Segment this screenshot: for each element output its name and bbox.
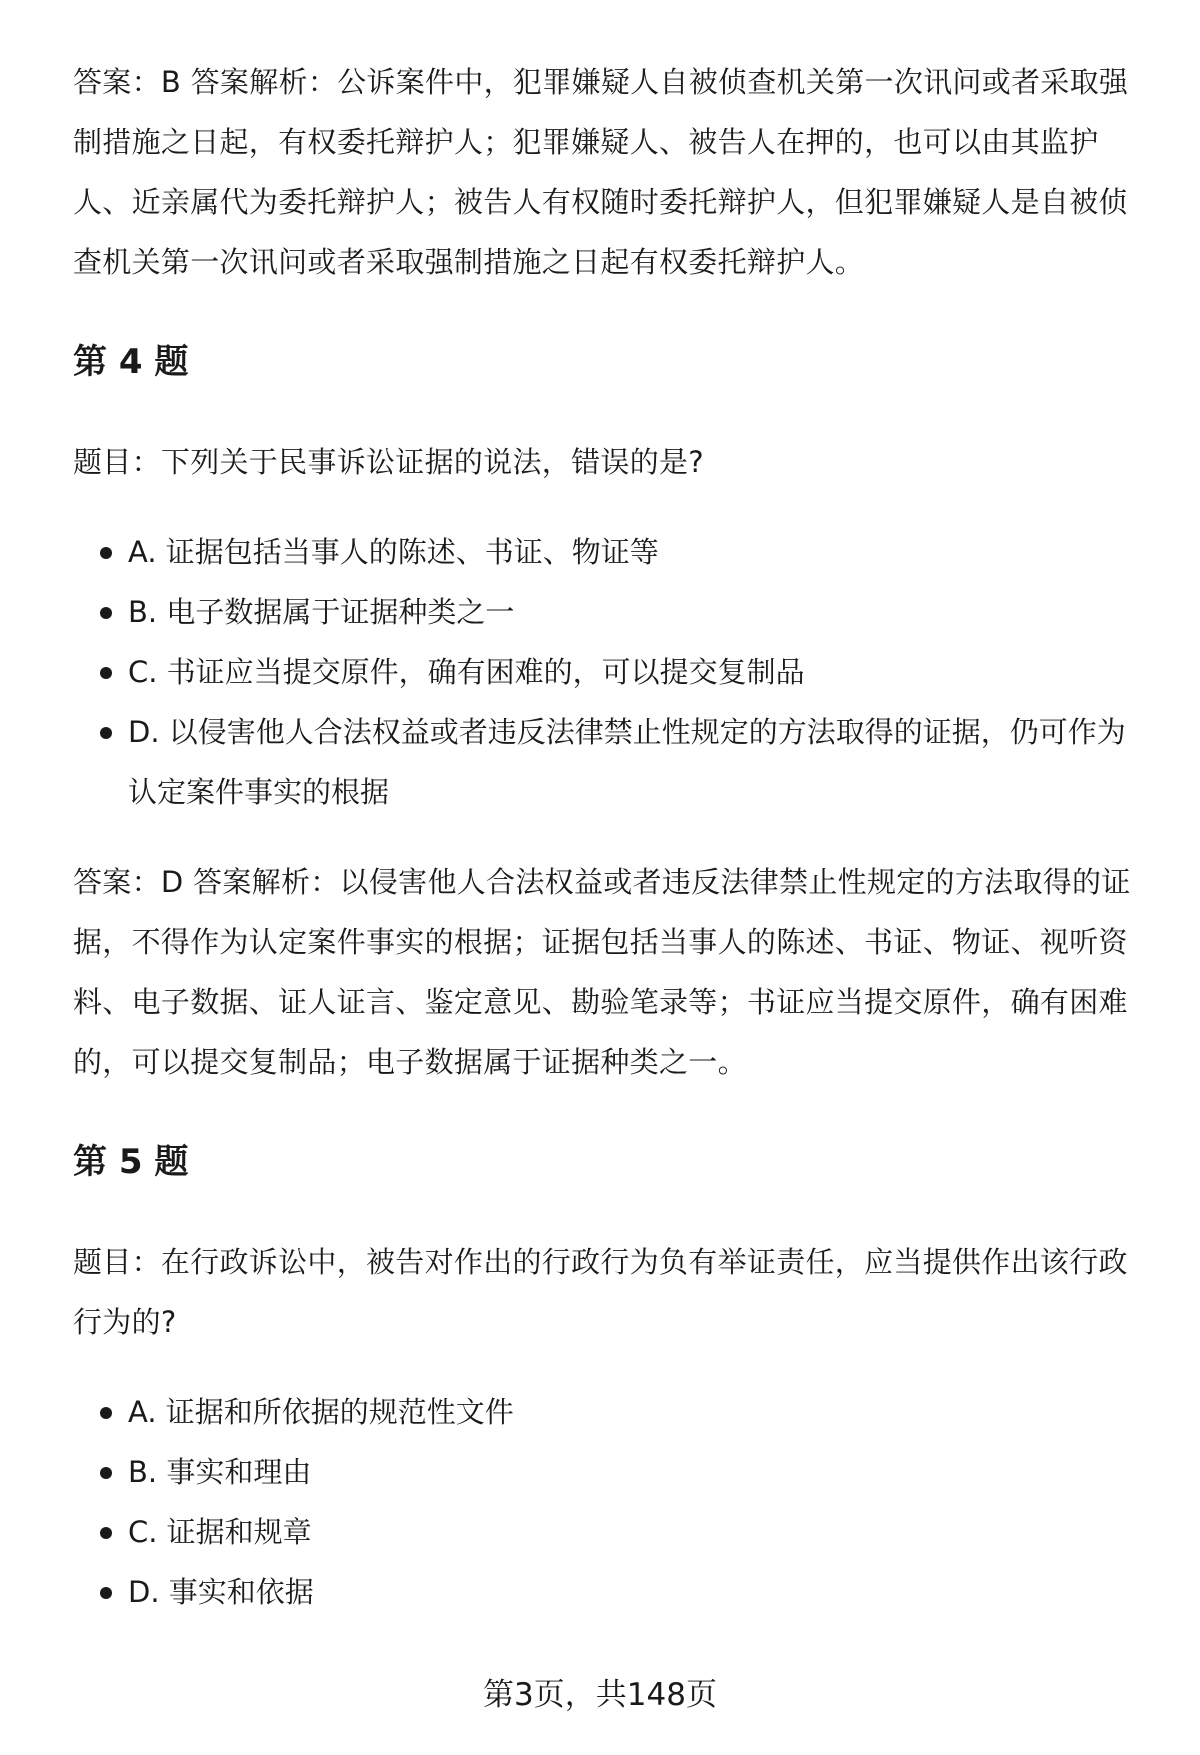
document-page [73, 52, 1148, 1622]
list-item [73, 1562, 1148, 1622]
page-number-footer: 第3页，共148页 [483, 1677, 717, 1713]
list-item [73, 1502, 1148, 1562]
option-text: A. 证据包括当事人的陈述、书证、物证等 [128, 535, 659, 569]
question-5-text: 题目：在行政诉讼中，被告对作出的行政行为负有举证责任，应当提供作出该行政行为的? [73, 1245, 1128, 1339]
bullet-icon [100, 607, 112, 619]
option-text: A. 证据和所依据的规范性文件 [128, 1395, 514, 1429]
list-item [73, 582, 1148, 642]
question-5-options [73, 1382, 1148, 1622]
option-text: C. 证据和规章 [128, 1515, 312, 1549]
answer-explanation-q3: 答案：B 答案解析：公诉案件中，犯罪嫌疑人自被侦查机关第一次讯问或者采取强制措施之日起，有权委托辩护人；犯罪嫌疑人、被告人在押的，也可以由其监护人、近亲属代为委托辩护人；被告人有权随时委托辩护人，但犯罪嫌疑人是自被侦查机关第一次讯问或者采取强制措施之日起有权委托辩护人。 [73, 65, 1129, 279]
answer-explanation-q4: 答案：D 答案解析：以侵害他人合法权益或者违反法律禁止性规定的方法取得的证据，不得作为认定案件事实的根据；证据包括当事人的陈述、书证、物证、视听资料、电子数据、证人证言、鉴定意见、勘验笔录等；书证应当提交原件，确有困难的，可以提交复制品；电子数据属于证据种类之一。 [73, 865, 1131, 1079]
bullet-icon [100, 547, 112, 559]
question-5-heading: 第 5 题 [73, 1142, 189, 1182]
list-item [73, 1442, 1148, 1502]
list-item [73, 1382, 1148, 1442]
option-text: B. 事实和理由 [128, 1455, 312, 1489]
bullet-icon [100, 1527, 112, 1539]
option-text: C. 书证应当提交原件，确有困难的，可以提交复制品 [128, 655, 805, 689]
list-item [73, 522, 1148, 582]
list-item [73, 642, 1148, 702]
question-4-heading: 第 4 题 [73, 342, 189, 382]
list-item [73, 702, 1148, 822]
question-4-text: 题目：下列关于民事诉讼证据的说法，错误的是? [73, 445, 704, 479]
bullet-icon [100, 667, 112, 679]
option-text: D. 以侵害他人合法权益或者违反法律禁止性规定的方法取得的证据，仍可作为认定案件事实的根据 [128, 715, 1126, 809]
option-text: D. 事实和依据 [128, 1575, 314, 1609]
bullet-icon [100, 1587, 112, 1599]
bullet-icon [100, 1407, 112, 1419]
bullet-icon [100, 1467, 112, 1479]
bullet-icon [100, 727, 112, 739]
question-4-options [73, 522, 1148, 822]
option-text: B. 电子数据属于证据种类之一 [128, 595, 515, 629]
